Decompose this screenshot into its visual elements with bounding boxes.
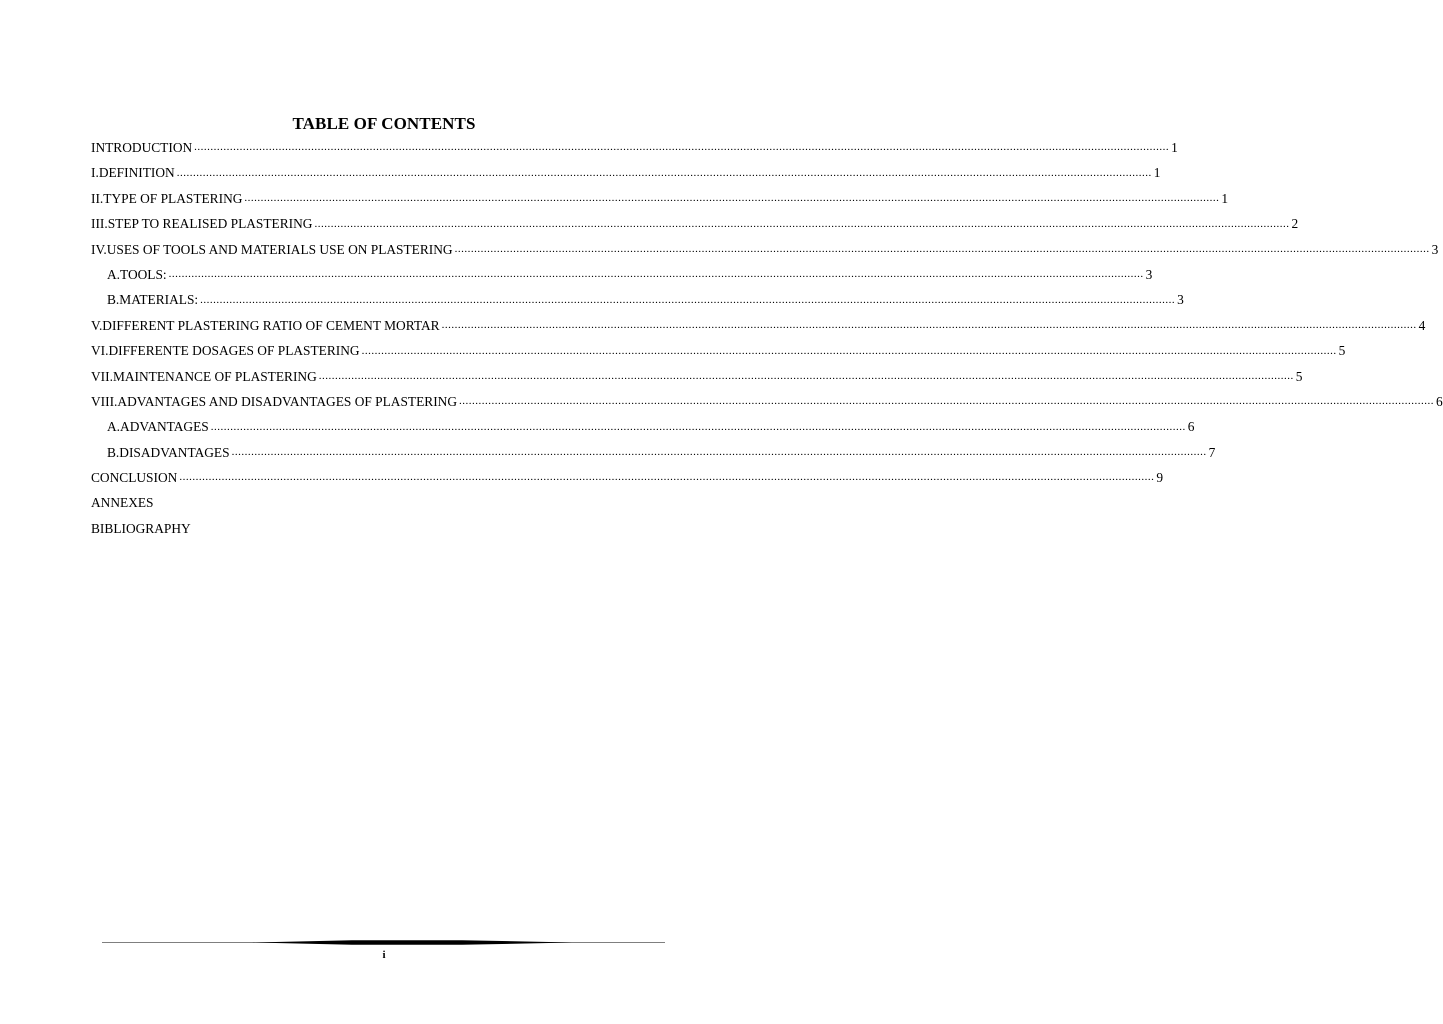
toc-entry-number: VIII. [91, 393, 118, 409]
toc-entry-page: 3 [1177, 292, 1184, 308]
toc-entry-advantages-and-disadvantages[interactable] [91, 389, 1443, 414]
toc-entry-title: MAINTENANCE OF PLASTERING [112, 368, 317, 384]
toc-entry-title: TYPE OF PLASTERING [103, 190, 243, 206]
toc-entry-type-of-plastering[interactable] [91, 186, 1229, 211]
dot-leader: ............................................................................................................................................................................................................................................................................................................ [179, 471, 1155, 484]
toc-entry-page: 3 [1431, 241, 1439, 257]
toc-entry-title: TOOLS: [120, 266, 167, 282]
toc-entry-title: DISADVANTAGES [119, 444, 230, 460]
toc-entry-page: 6 [1187, 419, 1195, 435]
dot-leader: ............................................................................................................................................................................................................................................................................................................ [244, 192, 1220, 205]
dot-leader: ............................................................................................................................................................................................................................................................................................................ [231, 446, 1207, 459]
toc-entry-page: 1 [1221, 190, 1229, 206]
toc-entry-number: B. [107, 444, 120, 460]
toc-entry-title: ANNEXES [91, 495, 154, 511]
toc-entry-number: I. [91, 165, 99, 181]
toc-entry-number: A. [107, 419, 121, 435]
toc-entry-page: 5 [1338, 343, 1346, 359]
toc-entry-number: B. [107, 292, 120, 308]
toc-entry-number: IV. [91, 241, 107, 257]
toc-list [91, 135, 1443, 541]
toc-entry-title: ADVANTAGES AND DISADVANTAGES OF PLASTERING [117, 393, 457, 409]
toc-entry-title: USES OF TOOLS AND MATERIALS USE ON PLASTERING [106, 241, 453, 257]
toc-entry-title: CONCLUSION [91, 470, 178, 486]
page-number: i [382, 949, 386, 961]
toc-subentry-advantages[interactable] [91, 414, 1195, 439]
toc-entry-title: BIBLIOGRAPHY [91, 520, 191, 536]
toc-entry-page: 4 [1418, 317, 1426, 333]
toc-entry-bibliography[interactable] [91, 516, 677, 541]
dot-leader: ............................................................................................................................................................................................................................................................................................................ [168, 268, 1144, 281]
toc-entry-title: STEP TO REALISED PLASTERING [107, 216, 313, 232]
dot-leader: ............................................................................................................................................................................................................................................................................................................ [454, 242, 1430, 255]
toc-entry-page: 5 [1295, 368, 1303, 384]
toc-entry-plastering-ratio[interactable] [91, 313, 1426, 338]
dot-leader: ............................................................................................................................................................................................................................................................................................................ [200, 293, 1176, 306]
toc-entry-annexes[interactable] [91, 490, 677, 515]
toc-entry-number: III. [91, 216, 108, 232]
toc-entry-uses-of-tools-and-materials[interactable] [91, 237, 1439, 262]
dot-leader: ............................................................................................................................................................................................................................................................................................................ [441, 319, 1417, 332]
toc-entry-page: 9 [1156, 470, 1164, 486]
toc-subentry-disadvantages[interactable] [91, 440, 1216, 465]
toc-entry-page: 1 [1171, 139, 1178, 155]
toc-entry-page: 7 [1208, 444, 1216, 460]
dot-leader: ............................................................................................................................................................................................................................................................................................................ [210, 420, 1186, 433]
dot-leader: ............................................................................................................................................................................................................................................................................................................ [176, 166, 1152, 179]
dot-leader: ............................................................................................................................................................................................................................................................................................................ [361, 344, 1337, 357]
toc-entry-number: A. [107, 266, 121, 282]
toc-entry-page: 6 [1436, 393, 1443, 409]
toc-entry-introduction[interactable] [91, 135, 1178, 160]
toc-subentry-materials[interactable] [91, 287, 1184, 312]
toc-entry-page: 1 [1153, 165, 1161, 181]
toc-entry-title: MATERIALS: [119, 292, 199, 308]
toc-entry-step-to-realised-plastering[interactable] [91, 211, 1299, 236]
dot-leader: ............................................................................................................................................................................................................................................................................................................ [318, 369, 1294, 382]
toc-entry-maintenance-of-plastering[interactable] [91, 364, 1303, 389]
footer-divider [102, 939, 665, 946]
toc-entry-number: V. [91, 317, 103, 333]
toc-entry-dosages-of-plastering[interactable] [91, 338, 1346, 363]
toc-entry-number: VI. [91, 343, 109, 359]
toc-entry-title: DEFINITION [98, 165, 175, 181]
toc-entry-number: VII. [91, 368, 113, 384]
toc-entry-definition[interactable] [91, 160, 1161, 185]
toc-entry-page: 3 [1145, 266, 1153, 282]
dot-leader: ............................................................................................................................................................................................................................................................................................................ [194, 141, 1170, 154]
dot-leader: ............................................................................................................................................................................................................................................................................................................ [314, 217, 1290, 230]
toc-subentry-tools[interactable] [91, 262, 1153, 287]
toc-entry-page: 2 [1291, 216, 1299, 232]
page-title: TABLE OF CONTENTS [292, 114, 476, 133]
toc-entry-title: ADVANTAGES [120, 419, 209, 435]
toc-entry-number: II. [91, 190, 104, 206]
toc-entry-conclusion[interactable] [91, 465, 1164, 490]
toc-entry-title: DIFFERENT PLASTERING RATIO OF CEMENT MORTAR [102, 317, 440, 333]
toc-entry-title: DIFFERENTE DOSAGES OF PLASTERING [108, 343, 360, 359]
toc-entry-title: INTRODUCTION [91, 139, 193, 155]
dot-leader: ............................................................................................................................................................................................................................................................................................................ [459, 395, 1434, 408]
